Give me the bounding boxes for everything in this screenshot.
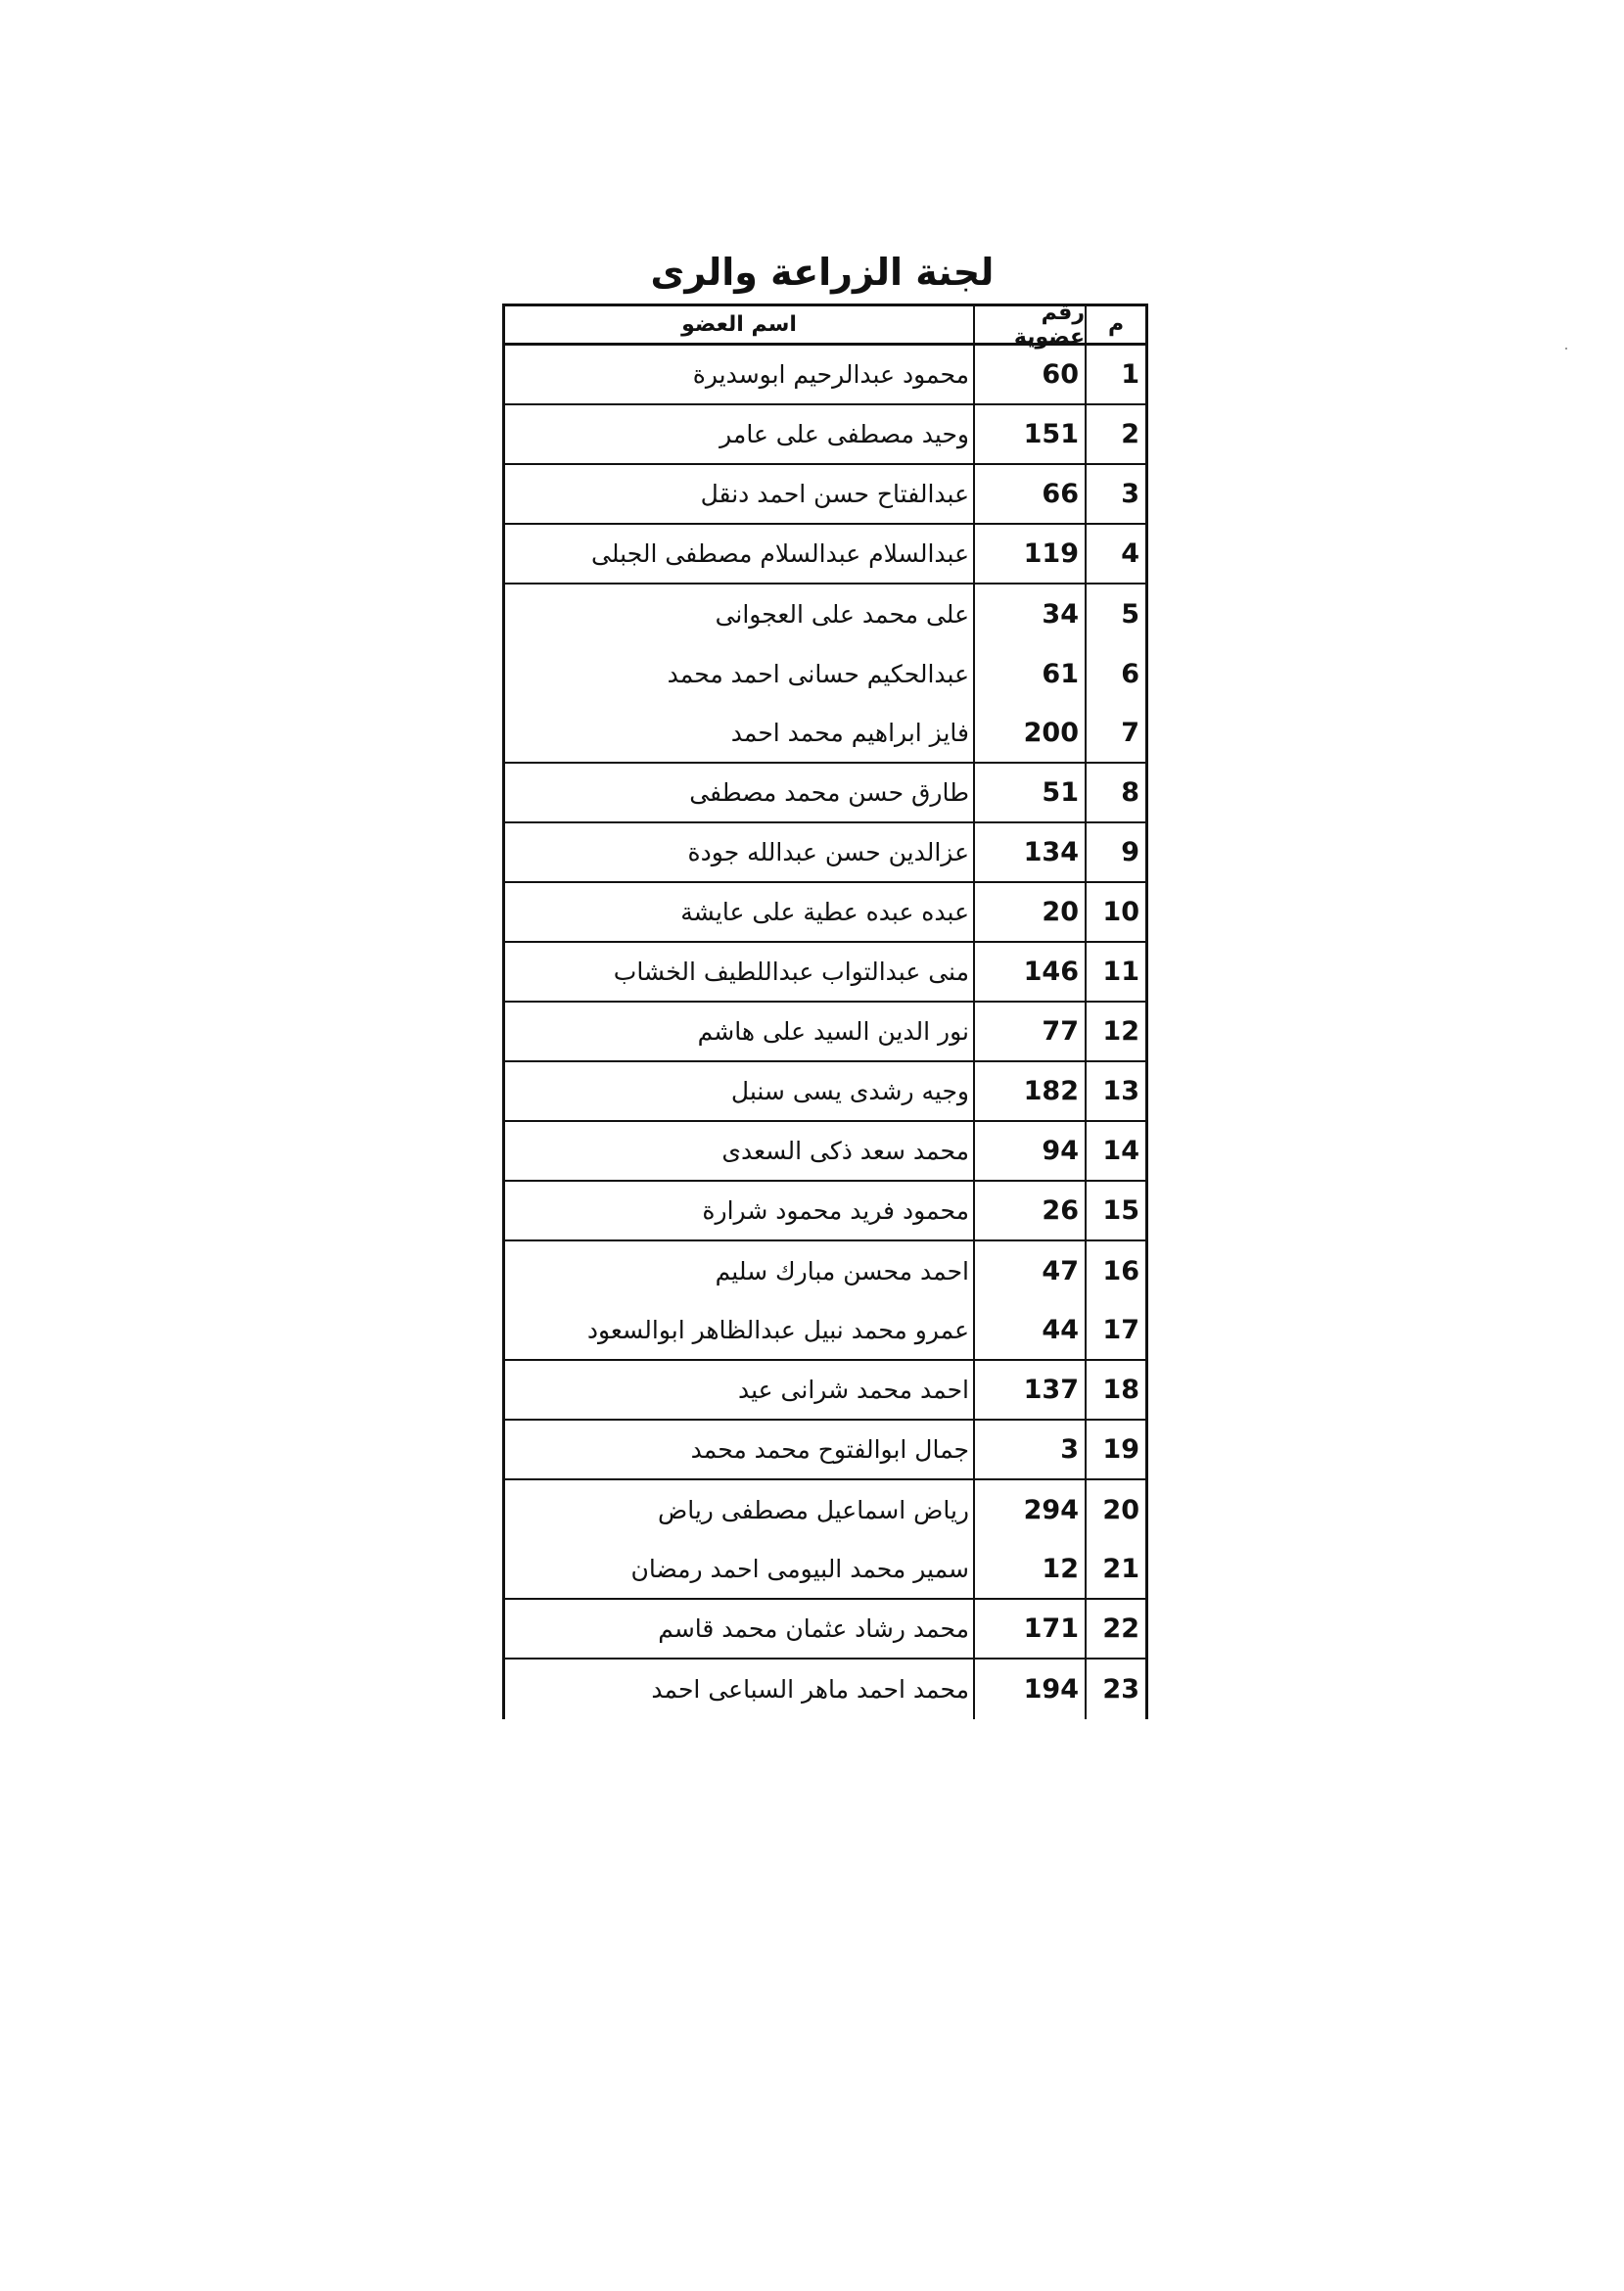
row-member-name: عبدالسلام عبدالسلام مصطفى الجبلى xyxy=(591,539,969,568)
row-member-name: سمير محمد البيومى احمد رمضان xyxy=(630,1555,969,1583)
row-index: 1 xyxy=(1085,346,1145,403)
table-row xyxy=(505,1421,1145,1480)
table-body xyxy=(505,346,1145,1719)
row-index: 19 xyxy=(1085,1421,1145,1478)
row-member-name: عمرو محمد نبيل عبدالظاهر ابوالسعود xyxy=(586,1316,969,1344)
table-row xyxy=(505,1660,1145,1719)
row-member-name: وحيد مصطفى على عامر xyxy=(719,420,969,448)
page-title: لجنة الزراعة والرى xyxy=(650,251,995,294)
table-row xyxy=(505,764,1145,823)
row-membership-number: 171 xyxy=(973,1600,1085,1658)
row-index: 9 xyxy=(1085,823,1145,881)
row-membership-number: 12 xyxy=(973,1540,1085,1598)
header-index: م xyxy=(1085,306,1145,343)
row-membership-number: 94 xyxy=(973,1122,1085,1180)
row-member-name: احمد محسن مبارك سليم xyxy=(715,1257,969,1286)
row-index: 21 xyxy=(1085,1540,1145,1598)
row-membership-number: 182 xyxy=(973,1062,1085,1120)
row-membership-number: 146 xyxy=(973,943,1085,1001)
row-member-name: منى عبدالتواب عبداللطيف الخشاب xyxy=(613,958,969,986)
row-member-name: محمد سعد ذكى السعدى xyxy=(721,1137,969,1165)
table-row xyxy=(505,1182,1145,1241)
row-member-name: محمد احمد ماهر السباعى احمد xyxy=(651,1675,969,1704)
table-row xyxy=(505,1241,1145,1301)
row-index: 13 xyxy=(1085,1062,1145,1120)
row-member-name: نور الدين السيد على هاشم xyxy=(697,1017,969,1046)
row-index: 4 xyxy=(1085,525,1145,583)
row-member-name: احمد محمد شرانى عيد xyxy=(738,1376,969,1404)
row-member-name: جمال ابوالفتوح محمد محمد xyxy=(690,1435,969,1464)
scan-speck xyxy=(1565,348,1567,350)
row-index: 15 xyxy=(1085,1182,1145,1239)
members-table xyxy=(502,300,1148,1719)
row-member-name: محمد رشاد عثمان محمد قاسم xyxy=(658,1614,969,1643)
row-member-name: وجيه رشدى يسى سنبل xyxy=(730,1077,969,1105)
row-membership-number: 134 xyxy=(973,823,1085,881)
row-index: 5 xyxy=(1085,584,1145,644)
row-membership-number: 3 xyxy=(973,1421,1085,1478)
row-membership-number: 119 xyxy=(973,525,1085,583)
table-row xyxy=(505,943,1145,1003)
row-index: 18 xyxy=(1085,1361,1145,1419)
table-row xyxy=(505,1600,1145,1660)
row-membership-number: 66 xyxy=(973,465,1085,523)
row-membership-number: 51 xyxy=(973,764,1085,821)
row-membership-number: 151 xyxy=(973,405,1085,463)
row-membership-number: 47 xyxy=(973,1241,1085,1301)
row-membership-number: 77 xyxy=(973,1003,1085,1060)
header-membership-number: رقم عضوية xyxy=(973,306,1085,343)
table-row xyxy=(505,1301,1145,1361)
row-member-name: فايز ابراهيم محمد احمد xyxy=(730,719,969,747)
row-index: 14 xyxy=(1085,1122,1145,1180)
row-index: 17 xyxy=(1085,1301,1145,1359)
row-member-name: على محمد على العجوانى xyxy=(715,600,969,629)
table-row xyxy=(505,1480,1145,1540)
row-index: 16 xyxy=(1085,1241,1145,1301)
row-index: 11 xyxy=(1085,943,1145,1001)
header-member-name: اسم العضو xyxy=(681,312,797,337)
row-member-name: عبدالحكيم حسانى احمد محمد xyxy=(667,660,969,688)
row-member-name: عزالدين حسن عبدالله جودة xyxy=(687,838,969,866)
table-row xyxy=(505,525,1145,584)
row-index: 20 xyxy=(1085,1480,1145,1540)
row-index: 7 xyxy=(1085,704,1145,762)
row-membership-number: 61 xyxy=(973,644,1085,704)
table-row xyxy=(505,823,1145,883)
row-membership-number: 26 xyxy=(973,1182,1085,1239)
row-membership-number: 20 xyxy=(973,883,1085,941)
row-membership-number: 34 xyxy=(973,584,1085,644)
row-index: 12 xyxy=(1085,1003,1145,1060)
row-member-name: عبدالفتاح حسن احمد دنقل xyxy=(700,480,969,508)
table-header-row xyxy=(505,300,1145,350)
row-member-name: عبده عبده عطية على عايشة xyxy=(680,898,969,926)
table-row xyxy=(505,1122,1145,1182)
table-row xyxy=(505,1062,1145,1122)
row-member-name: محمود فريد محمود شرارة xyxy=(702,1196,969,1225)
row-index: 22 xyxy=(1085,1600,1145,1658)
row-index: 8 xyxy=(1085,764,1145,821)
table-row xyxy=(505,883,1145,943)
table-row xyxy=(505,346,1145,405)
row-membership-number: 200 xyxy=(973,704,1085,762)
row-index: 6 xyxy=(1085,644,1145,704)
row-membership-number: 194 xyxy=(973,1660,1085,1719)
table-row xyxy=(505,1003,1145,1062)
table-row xyxy=(505,584,1145,644)
row-index: 2 xyxy=(1085,405,1145,463)
row-member-name: رياض اسماعيل مصطفى رياض xyxy=(657,1496,969,1524)
row-membership-number: 60 xyxy=(973,346,1085,403)
row-membership-number: 44 xyxy=(973,1301,1085,1359)
row-membership-number: 294 xyxy=(973,1480,1085,1540)
table-row xyxy=(505,644,1145,704)
row-member-name: طارق حسن محمد مصطفى xyxy=(689,778,969,807)
row-membership-number: 137 xyxy=(973,1361,1085,1419)
table-row xyxy=(505,405,1145,465)
table-row xyxy=(505,465,1145,525)
row-member-name: محمود عبدالرحيم ابوسديرة xyxy=(692,360,969,389)
row-index: 3 xyxy=(1085,465,1145,523)
table-row xyxy=(505,1361,1145,1421)
table-row xyxy=(505,1540,1145,1600)
row-index: 23 xyxy=(1085,1660,1145,1719)
row-index: 10 xyxy=(1085,883,1145,941)
table-row xyxy=(505,704,1145,764)
